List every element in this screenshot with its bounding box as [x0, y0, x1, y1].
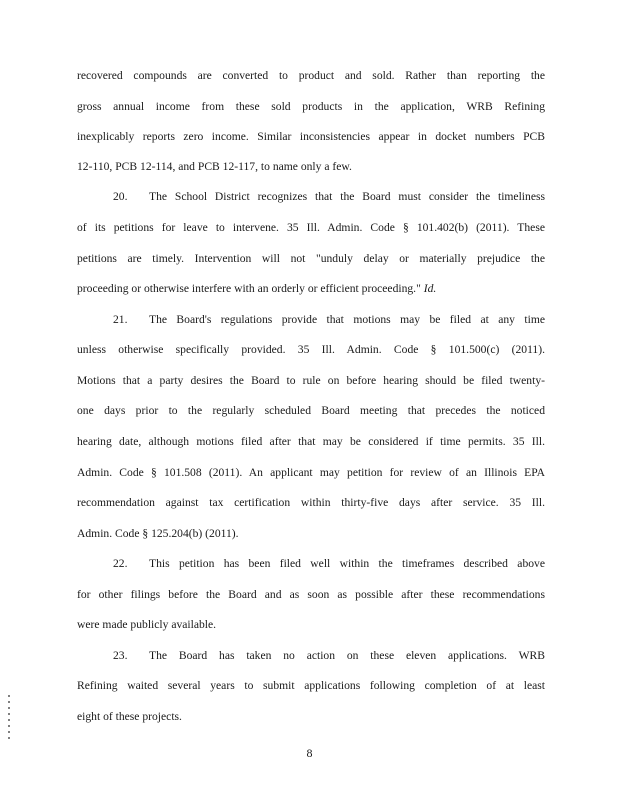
p21-number: 21.	[113, 313, 128, 326]
p21-line-1-text: The Board's regulations provide that motions may be filed at any time	[149, 313, 545, 326]
p20-line-1	[113, 189, 545, 205]
p20-line-3: petitions are timely. Intervention will not "unduly delay or materially prejudice the	[77, 252, 545, 265]
p19-line-4: 12-110, PCB 12-114, and PCB 12-117, to name only a few.	[77, 160, 352, 173]
p20-line-2: of its petitions for leave to intervene. 35 Ill. Admin. Code § 101.402(b) (2011). These	[77, 221, 545, 234]
p21-line-6: Admin. Code § 101.508 (2011). An applicant may petition for review of an Illinois EPA	[77, 466, 545, 479]
p21-line-5: hearing date, although motions filed after that may be considered if time permits. 35 Ill.	[77, 435, 545, 448]
p23-line-3: eight of these projects.	[77, 710, 182, 723]
p20-number: 20.	[113, 190, 128, 203]
p21-line-3: Motions that a party desires the Board to rule on before hearing should be filed twenty-	[77, 374, 545, 387]
p21-line-8: Admin. Code § 125.204(b) (2011).	[77, 527, 239, 540]
p22-number: 22.	[113, 557, 128, 570]
p20-line-4	[77, 281, 545, 297]
p21-line-2: unless otherwise specifically provided. 35 Ill. Admin. Code § 101.500(c) (2011).	[77, 343, 545, 356]
p21-line-1	[113, 312, 545, 328]
p22-line-3: were made publicly available.	[77, 618, 217, 631]
margin-dots	[8, 693, 10, 741]
p19-line-2: gross annual income from these sold products in the application, WRB Refining	[77, 100, 545, 113]
p20-line-1-text: The School District recognizes that the Board must consider the timeliness	[149, 190, 545, 203]
p19-line-1: recovered compounds are converted to product and sold. Rather than reporting the	[77, 69, 545, 82]
p22-line-1	[113, 556, 545, 572]
p23-line-1-text: The Board has taken no action on these eleven applications. WRB	[149, 649, 545, 662]
p22-line-2: for other filings before the Board and as soon as possible after these recommendations	[77, 588, 545, 601]
p23-line-2: Refining waited several years to submit applications following completion of at least	[77, 679, 545, 692]
p19-line-3: inexplicably reports zero income. Similar inconsistencies appear in docket numbers PCB	[77, 130, 545, 143]
p20-line-4-text: proceeding or otherwise interfere with an orderly or efficient proceeding."	[77, 282, 421, 295]
p21-line-7: recommendation against tax certification within thirty-five days after service. 35 Ill.	[77, 496, 545, 509]
p23-number: 23.	[113, 649, 128, 662]
page-number: 8	[306, 746, 313, 760]
p20-citation-id: Id.	[423, 282, 437, 295]
p23-line-1	[113, 648, 545, 664]
p21-line-4: one days prior to the regularly scheduled Board meeting that precedes the noticed	[77, 404, 545, 417]
p22-line-1-text: This petition has been filed well within the timeframes described above	[149, 557, 545, 570]
